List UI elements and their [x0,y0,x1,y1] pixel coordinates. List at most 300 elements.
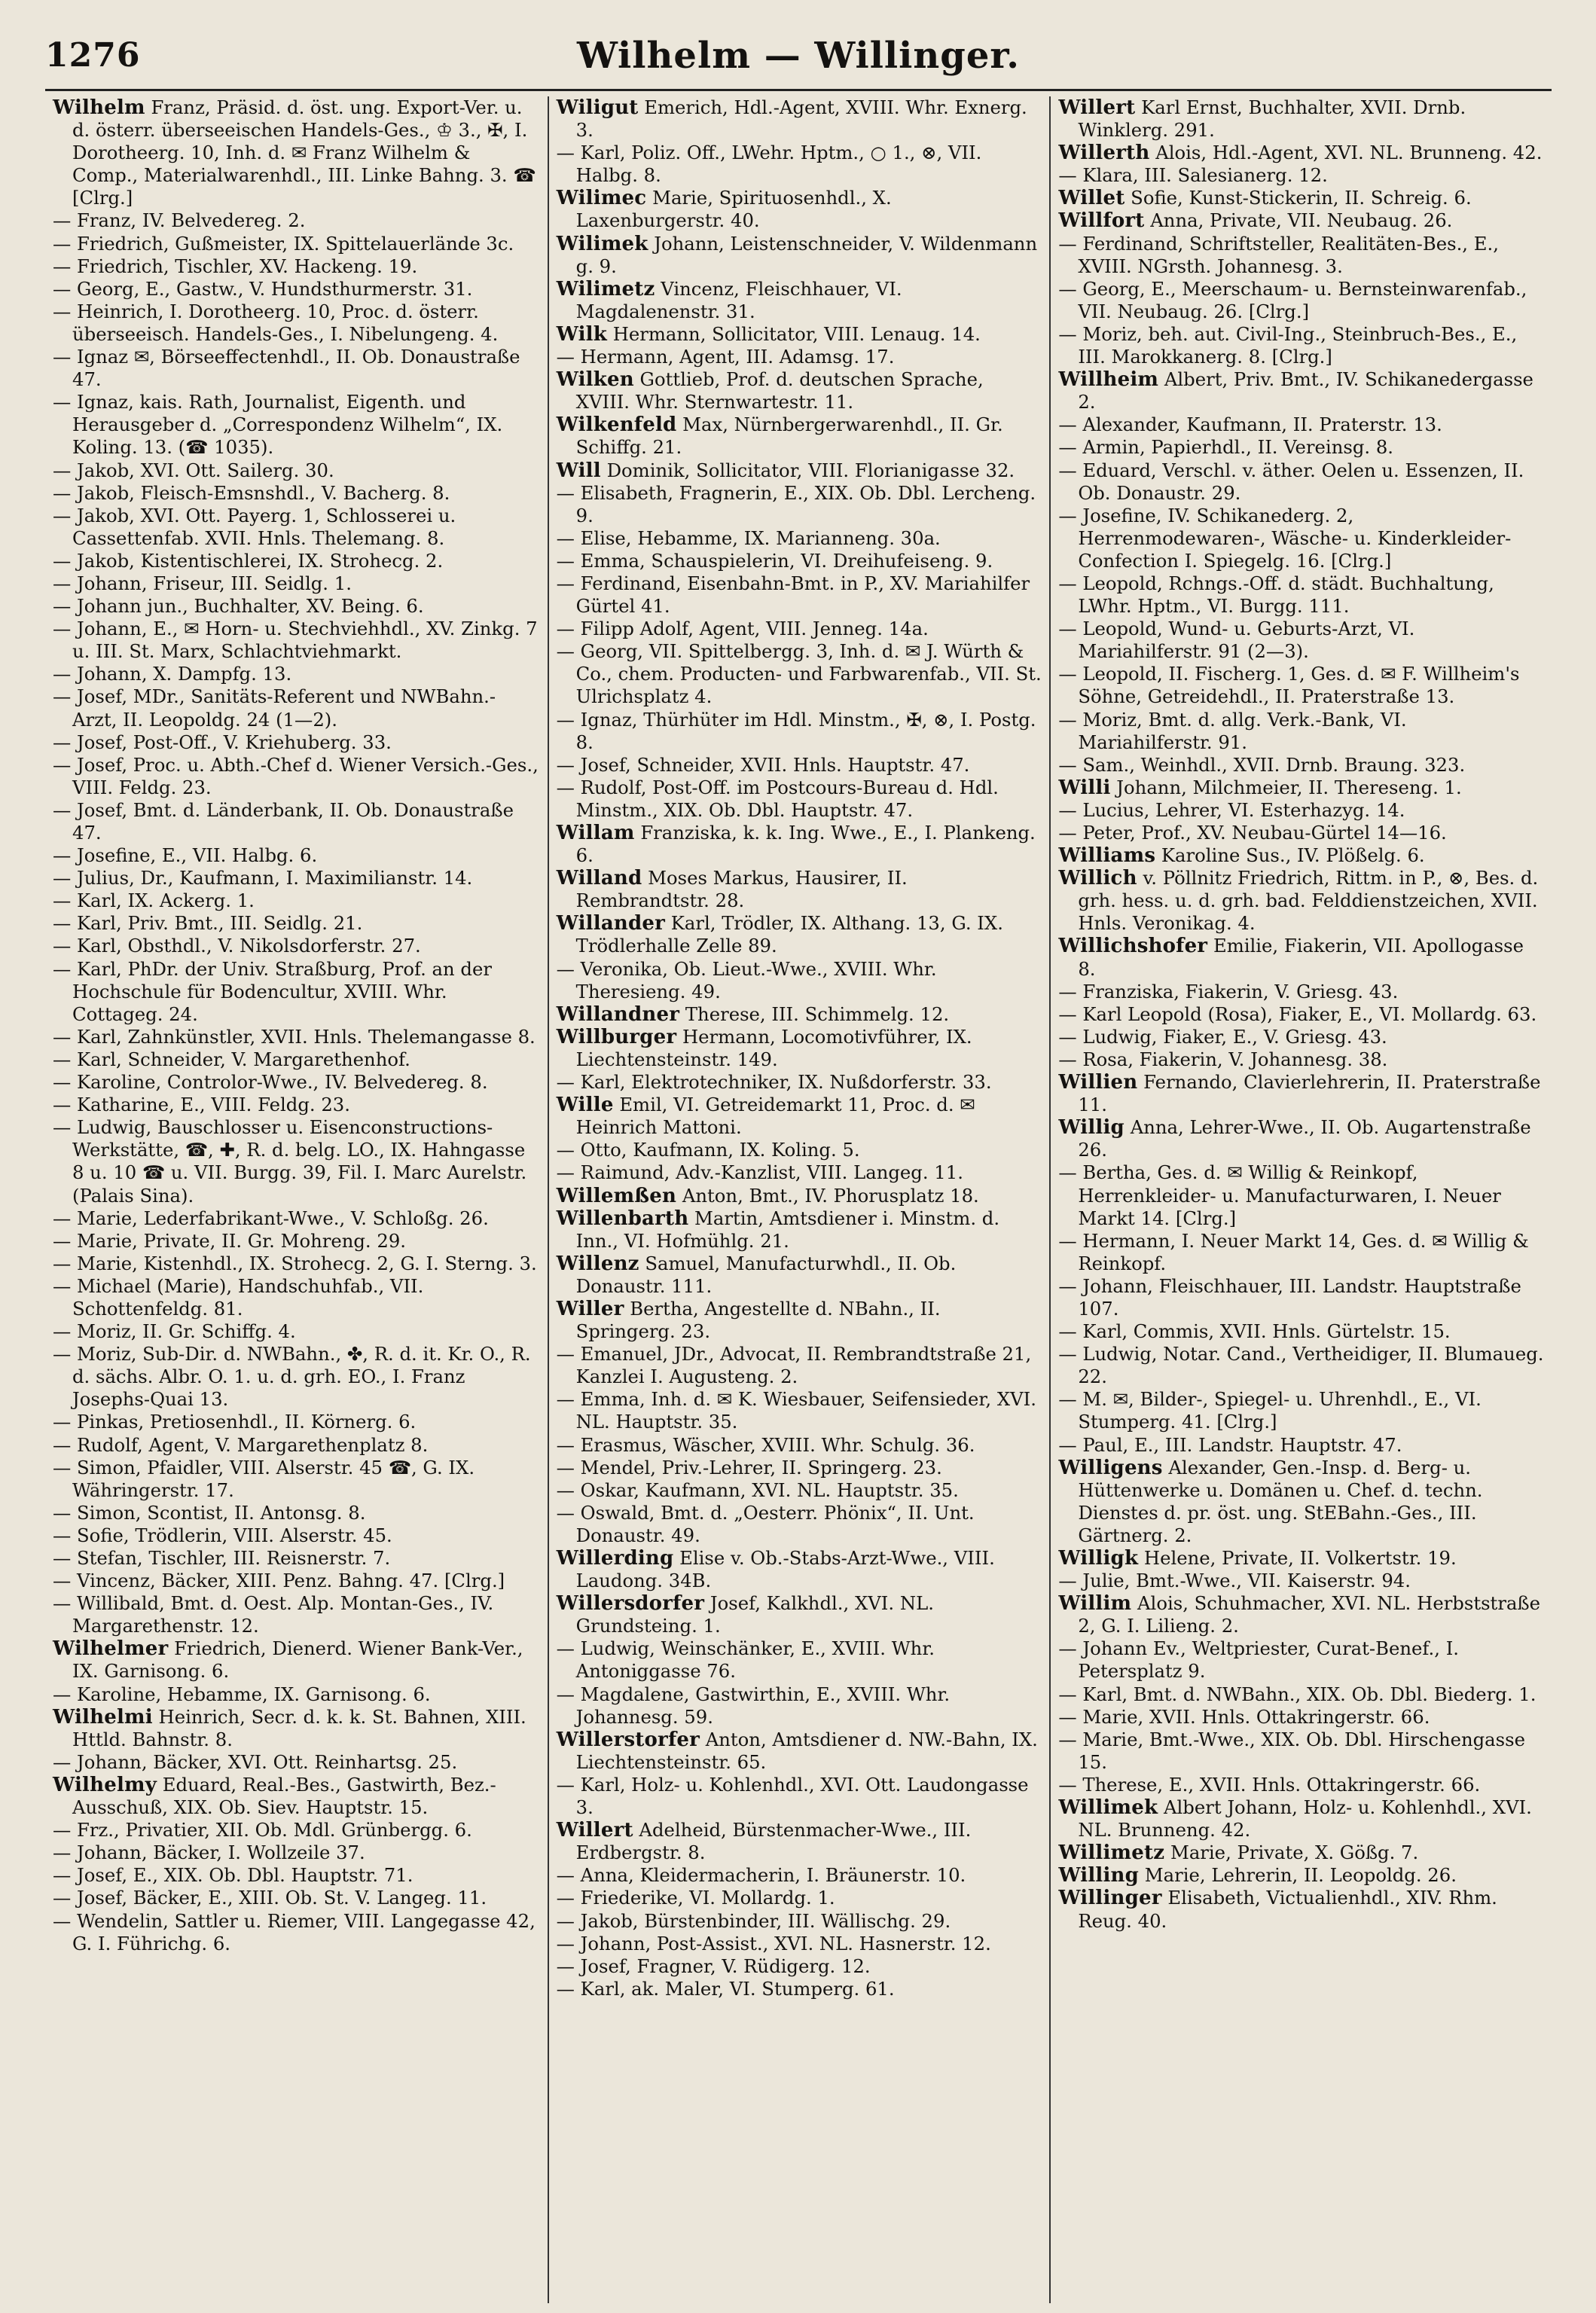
directory-entry [53,391,540,459]
entry-text: — Franziska, Fiakerin, V. Griesg. 43. [1058,980,1399,1002]
entry-text: — Otto, Kaufmann, IX. Koling. 5. [556,1139,860,1161]
entry-surname: Willerding [556,1547,674,1570]
directory-entry [556,640,1048,708]
entry-text: — Julius, Dr., Kaufmann, I. Maximilianstr. 14. [53,867,473,889]
directory-entry [1058,1864,1544,1887]
entry-text: — Sam., Weinhdl., XVII. Drnb. Braung. 323. [1058,753,1466,776]
entry-text: Albert, Priv. Bmt., IV. Schikanedergasse 2. [1078,368,1540,413]
directory-entry [557,459,1042,482]
entry-text: Franziska, k. k. Ing. Wwe., E., I. Plankeng. 6. [575,822,1042,867]
directory-entry [53,209,540,232]
directory-entry [53,301,540,346]
directory-entry [557,1637,1042,1683]
entry-text: — Anna, Kleidermacherin, I. Bräunerstr. 10. [556,1864,966,1887]
entry-surname: Wille [556,1094,614,1117]
entry-text: Sofie, Kunst-Stickerin, II. Schreig. 6. [1131,187,1472,209]
entry-text: Elise v. Ob.-Stabs-Arzt-Wwe., VIII. Laudong. 34B. [575,1547,1001,1592]
directory-entry [53,1071,540,1094]
directory-entry [1058,799,1544,822]
directory-entry [53,618,544,663]
entry-text: — Jakob, Bürstenbinder, III. Wällischg. 29. [556,1909,951,1932]
directory-entry [557,1343,1042,1388]
entry-text: — Oswald, Bmt. d. „Oesterr. Phönix“, II. Unt. Donaustr. 49. [556,1501,981,1546]
entry-text: — Rosa, Fiakerin, V. Johannesg. 38. [1058,1048,1388,1070]
directory-entry [1058,572,1544,618]
entry-surname: Willet [1058,187,1125,210]
directory-entry [1058,96,1544,142]
directory-entry [557,527,1042,550]
entry-text: v. Pöllnitz Friedrich, Rittm. in P., ⊗, Bes. d. grh. hess. u. d. grh. bad. Felddienstzeichen, XVII. Hnls. Veronikag. 4. [1078,867,1545,935]
directory-entry [557,1864,1042,1887]
entry-text: — Pinkas, Pretiosenhdl., II. Körnerg. 6. [53,1411,417,1433]
entry-surname: Willing [1058,1864,1140,1887]
directory-entry [557,1774,1042,1819]
entry-text: — Moriz, II. Gr. Schiffg. 4. [53,1320,296,1343]
entry-text: Johann, Leistenschneider, V. Wildenmann g. 9. [575,232,1043,277]
directory-entry [1058,1343,1550,1388]
directory-entry [1058,1161,1544,1229]
entry-text: — Friedrich, Gußmeister, IX. Spittelauerlände 3c. [53,232,514,255]
directory-entry [557,1502,1042,1547]
entry-text: Alois, Hdl.-Agent, XVI. NL. Brunneng. 42. [1155,142,1543,164]
directory-entry [557,822,1042,867]
entry-text: — Michael (Marie), Handschuhfab., VII. Schottenfeldg. 81. [53,1274,430,1320]
entry-surname: Willig [1058,1116,1125,1140]
directory-entry [1058,844,1544,867]
entry-text: — Bertha, Ges. d. ✉ Willig & Reinkopf, Herrenkleider- u. Manufacturwaren, I. Neuer Markt 14. [Clrg.] [1058,1161,1507,1229]
entry-text: Alexander, Gen.-Insp. d. Berg- u. Hüttenwerke u. Domänen u. Chef. d. techn. Dienstes d. pr. öst. ung. StEBahn.-Ges., III. Gärtnerg. 2. [1078,1456,1489,1546]
entry-surname: Willi [1058,776,1111,799]
directory-entry [53,1230,540,1253]
entry-surname: Willim [1058,1592,1132,1616]
entry-text: Hermann, Sollicitator, VIII. Lenaug. 14. [612,322,981,345]
entry-text: Alois, Schuhmacher, XVI. NL. Herbststraße 2, G. I. Lilieng. 2. [1078,1592,1546,1637]
entry-text: — Therese, E., XVII. Hnls. Ottakringerstr. 66. [1058,1773,1481,1796]
entry-text: — Josef, Proc. u. Abth.-Chef d. Wiener Versich.-Ges., VIII. Feldg. 23. [53,753,545,798]
entry-text: — Leopold, Rchngs.-Off. d. städt. Buchhaltung, LWhr. Hptm., VI. Burgg. 111. [1058,572,1500,618]
entry-text: Moses Markus, Hausirer, II. Rembrandtstr. 28. [575,867,914,912]
entry-surname: Willert [1058,96,1136,119]
entry-surname: Willinger [1058,1887,1162,1910]
entry-text: — Josef, Fragner, V. Rüdigerg. 12. [556,1954,871,1977]
directory-entry [1058,209,1544,232]
entry-surname: Willich [1058,867,1137,890]
directory-entry [1058,1320,1544,1343]
entry-text: — Karl, Bmt. d. NWBahn., XIX. Ob. Dbl. Biederg. 1. [1058,1683,1536,1705]
directory-entry [557,1910,1042,1933]
entry-text: Karl Ernst, Buchhalter, XVII. Drnb. Winklerg. 291. [1078,96,1472,142]
directory-entry [1058,1071,1547,1116]
entry-surname: Willien [1058,1071,1138,1094]
directory-entry [557,1003,1042,1026]
entry-text: Adelheid, Bürstenmacher-Wwe., III. Erdbergstr. 8. [575,1819,978,1864]
entry-surname: Willichshofer [1058,935,1208,958]
entry-text: — Moriz, beh. aut. Civil-Ing., Steinbruch-Bes., E., III. Marokkanerg. 8. [Clrg.] [1058,322,1523,368]
entry-text: — Ferdinand, Eisenbahn-Bmt. in P., XV. Mariahilfer Gürtel 41. [556,572,1036,618]
entry-text: — Josef, Bäcker, E., XIII. Ob. St. V. Langeg. 11. [53,1887,487,1909]
entry-surname: Willimetz [1058,1842,1165,1865]
entry-surname: Wilken [556,368,634,392]
entry-surname: Wilhelmi [53,1705,153,1729]
entry-text: — Mendel, Priv.-Lehrer, II. Springerg. 23. [556,1456,942,1478]
entry-text: — Karl, PhDr. der Univ. Straßburg, Prof. an der Hochschule für Bodencultur, XVIII. Whr. Cottageg. 24. [53,957,498,1025]
directory-entry [53,685,540,731]
entry-text: Fernando, Clavierlehrerin, II. Praterstraße 11. [1078,1071,1547,1116]
directory-entry [1058,1230,1544,1275]
entry-text: — Karl, Holz- u. Kohlenhdl., XVI. Ott. Laudongasse 3. [556,1773,1035,1819]
page-number: 1276 [45,36,141,75]
directory-entry [53,1457,540,1502]
entry-text: — Wendelin, Sattler u. Riemer, VIII. Langegasse 42, G. I. Führichg. 6. [53,1909,542,1954]
directory-entry [1058,663,1544,708]
entry-text: — Marie, Private, II. Gr. Mohreng. 29. [53,1229,407,1252]
entry-text: Albert Johann, Holz- u. Kohlenhdl., XVI. NL. Brunneng. 42. [1078,1796,1538,1842]
directory-entry [1058,709,1544,754]
entry-text: Karoline Sus., IV. Plößelg. 6. [1161,844,1425,867]
entry-surname: Williams [1058,844,1156,868]
directory-entry [53,459,540,482]
entry-text: — Ludwig, Weinschänker, E., XVIII. Whr. Antoniggasse 76. [556,1637,941,1683]
entry-text: — Julie, Bmt.-Wwe., VII. Kaiserstr. 94. [1058,1570,1411,1592]
entry-text: — Alexander, Kaufmann, II. Praterstr. 13. [1058,413,1442,436]
entry-text: Martin, Amtsdiener i. Minstm. d. Inn., VI. Hofmühlg. 21. [575,1207,1006,1252]
directory-entry [1058,1683,1544,1706]
entry-text: — Willibald, Bmt. d. Oest. Alp. Montan-Ges., IV. Margarethenstr. 12. [53,1592,499,1637]
directory-entry [53,1706,540,1751]
directory-entry [557,1683,1042,1729]
entry-surname: Willam [556,822,635,844]
directory-entry [557,482,1042,527]
entry-text: Bertha, Angestellte d. NBahn., II. Springerg. 23. [575,1297,947,1343]
entry-text: — Hermann, Agent, III. Adamsg. 17. [556,346,895,368]
directory-entry [53,1524,540,1547]
entry-text: — Oskar, Kaufmann, XVI. NL. Hauptstr. 35. [556,1478,959,1501]
directory-entry [53,1320,540,1343]
entry-surname: Willandner [556,1002,680,1026]
entry-text: Elisabeth, Victualienhdl., XIV. Rhm. Reug. 40. [1078,1887,1503,1932]
entry-surname: Will [556,459,601,482]
entry-text: Marie, Spirituosenhdl., X. Laxenburgerstr. 40. [575,187,898,232]
entry-text: — Armin, Papierhdl., II. Vereinsg. 8. [1058,436,1393,459]
directory-entry [557,777,1042,822]
entry-surname: Willimek [1058,1796,1158,1820]
directory-entry [53,346,540,391]
directory-entry [53,912,540,935]
directory-entry [557,1094,1042,1139]
entry-text: Friedrich, Dienerd. Wiener Bank-Ver., IX. Garnisong. 6. [72,1637,529,1683]
directory-entry [53,731,540,754]
directory-entry [557,912,1042,957]
entry-surname: Willander [556,912,665,935]
entry-surname: Wilimetz [556,277,655,301]
directory-entry [1058,1048,1544,1071]
entry-surname: Willigens [1058,1456,1163,1479]
column-2 [548,96,1050,2303]
entry-text: Max, Nürnbergerwarenhdl., II. Gr. Schiffg. 21. [575,413,1009,459]
entry-text: — Emanuel, JDr., Advocat, II. Rembrandtstraße 21, Kanzlei I. Augusteng. 2. [556,1343,1037,1388]
entry-text: — Sofie, Trödlerin, VIII. Alserstr. 45. [53,1524,392,1546]
directory-entry [1058,187,1544,209]
entry-text: Gottlieb, Prof. d. deutschen Sprache, XVIII. Whr. Sternwartestr. 11. [575,368,990,413]
entry-text: Franz, Präsid. d. öst. ung. Export-Ver. u. d. österr. überseeischen Handels-Ges., ♔ 3., ✠, I. Dorotheerg. 10, Inh. d. ✉ Franz Wilhelm & Comp., Materialwarenhdl., III. Linke Bahng. 3. ☎ [Clrg.] [72,96,542,209]
entry-text: Hermann, Locomotivführer, IX. Liechtensteinstr. 149. [575,1025,978,1070]
entry-text: Helene, Private, II. Volkertstr. 19. [1143,1547,1457,1569]
entry-text: — Marie, XVII. Hnls. Ottakringerstr. 66. [1058,1705,1430,1728]
entry-text: — Magdalene, Gastwirthin, E., XVIII. Whr. Johannesg. 59. [556,1683,956,1728]
directory-entry [1058,754,1544,777]
entry-text: Heinrich, Secr. d. k. k. St. Bahnen, XIII. Httld. Bahnstr. 8. [72,1705,533,1750]
entry-text: — Ignaz ✉, Börseeffectenhdl., II. Ob. Donaustraße 47. [53,346,526,391]
entry-text: — Moriz, Bmt. d. allg. Verk.-Bank, VI. Mariahilferstr. 91. [1058,708,1413,753]
entry-text: — Marie, Kistenhdl., IX. Strohecg. 2, G. I. Sterng. 3. [53,1252,537,1274]
entry-surname: Willert [556,1819,633,1842]
directory-entry [1058,981,1544,1003]
column-3 [1049,96,1552,2303]
directory-entry [1058,278,1544,323]
directory-entry [1058,1592,1544,1637]
directory-entry [53,844,540,867]
entry-text: — Elisabeth, Fragnerin, E., XIX. Ob. Dbl. Lercheng. 9. [556,481,1042,526]
directory-entry [557,233,1042,278]
directory-entry [557,1161,1042,1184]
directory-entry [1058,1570,1544,1592]
directory-entry [53,1502,540,1524]
entry-text: Marie, Private, X. Gößg. 7. [1170,1842,1419,1864]
entry-text: — Josef, MDr., Sanitäts-Referent und NWBahn.-Arzt, II. Leopoldg. 24 (1—2). [53,685,496,731]
directory-entry [53,753,545,799]
entry-text: Vincenz, Fleischhauer, VI. Magdalenenstr. 31. [575,277,908,322]
entry-text: Josef, Kalkhdl., XVI. NL. Grundsteing. 1. [575,1592,940,1637]
entry-text: — Karl, Obsthdl., V. Nikolsdorferstr. 27. [53,935,421,957]
directory-entry [1058,618,1544,663]
entry-text: — Emma, Schauspielerin, VI. Dreihufeiseng. 9. [556,549,993,572]
entry-text: — Friederike, VI. Mollardg. 1. [556,1887,835,1909]
entry-text: — Rudolf, Agent, V. Margarethenplatz 8. [53,1433,429,1456]
entry-text: — Peter, Prof., XV. Neubau-Gürtel 14—16. [1058,822,1447,844]
entry-text: Emerich, Hdl.-Agent, XVIII. Whr. Exnerg. 3. [575,96,1033,142]
entry-text: — Raimund, Adv.-Kanzlist, VIII. Langeg. 11. [556,1161,963,1184]
directory-entry [53,663,540,685]
directory-entry [557,1978,1042,2000]
directory-entry [557,1729,1042,1774]
entry-text: — Josefine, E., VII. Halbg. 6. [53,844,318,867]
entry-surname: Willenz [556,1252,639,1275]
entry-text: — Paul, E., III. Landstr. Hauptstr. 47. [1058,1433,1402,1456]
entry-text: — Leopold, Wund- u. Geburts-Arzt, VI. Mariahilferstr. 91 (2—3). [1058,618,1421,663]
directory-entry [53,1207,540,1230]
directory-entry [557,278,1042,323]
entry-text: — Karl, ak. Maler, VI. Stumperg. 61. [556,1977,895,2000]
entry-text: Emil, VI. Getreidemarkt 11, Proc. d. ✉ Heinrich Mattoni. [575,1094,981,1139]
entry-text: — Jakob, Kistentischlerei, IX. Strohecg. 2. [53,549,444,572]
directory-entry [557,572,1042,618]
directory-entry [53,799,540,844]
directory-entry [557,1479,1042,1502]
directory-entry [1058,1547,1544,1570]
directory-entry [557,1457,1042,1479]
directory-entry [53,1864,540,1887]
entry-text: — Marie, Bmt.-Wwe., XIX. Ob. Dbl. Hirschengasse 15. [1058,1728,1531,1773]
entry-surname: Willerstorfer [556,1728,700,1751]
entry-text: Therese, III. Schimmelg. 12. [685,1002,950,1025]
directory-entry [53,1434,540,1457]
directory-entry [557,550,1042,572]
entry-text: — Karl, Poliz. Off., LWehr. Hptm., ○ 1., ⊗, VII. Halbg. 8. [556,142,988,187]
directory-entry [557,618,1042,640]
entry-text: — Georg, E., Meerschaum- u. Bernsteinwarenfab., VII. Neubaug. 26. [Clrg.] [1058,277,1533,322]
directory-entry [53,1842,540,1864]
directory-entry [53,1819,540,1842]
entry-surname: Willfort [1058,209,1145,233]
entry-text: — Simon, Scontist, II. Antonsg. 8. [53,1501,366,1524]
entry-text: — Jakob, Fleisch-Emsnshdl., V. Bacherg. 8. [53,481,450,504]
directory-entry [1058,413,1544,436]
directory-entry [557,346,1042,368]
directory-entry [53,935,540,957]
entry-text: — Ferdinand, Schriftsteller, Realitäten-Bes., E., XVIII. NGrsth. Johannesg. 3. [1058,232,1505,277]
column-1 [45,96,548,2303]
directory-entry [1058,1637,1544,1683]
entry-text: — Josefine, IV. Schikanederg. 2, Herrenmodewaren-, Wäsche- u. Kinderkleider-Confection I. Spiegelg. 16. [Clrg.] [1058,504,1512,572]
entry-text: — Ludwig, Notar. Cand., Vertheidiger, II. Blumaueg. 22. [1058,1343,1550,1388]
directory-entry [557,368,1042,413]
directory-entry [557,867,1042,912]
entry-surname: Wilk [556,322,607,346]
entry-surname: Willemßen [556,1184,677,1207]
directory-entry [1058,822,1544,844]
entry-text: — Moriz, Sub-Dir. d. NWBahn., ✤, R. d. it. Kr. O., R. d. sächs. Albr. O. 1. u. d. grh. EO., I. Franz Josephs-Quai 13. [53,1343,537,1411]
entry-text: — Josef, Schneider, XVII. Hnls. Hauptstr. 47. [556,753,970,776]
entry-text: — Karl, Elektrotechniker, IX. Nußdorferstr. 33. [556,1071,992,1094]
directory-entry [53,595,540,618]
directory-entry [53,482,540,505]
entry-text: Marie, Lehrerin, II. Leopoldg. 26. [1144,1864,1457,1887]
entry-surname: Wilhelmer [53,1637,169,1661]
directory-entry [53,505,540,550]
entry-text: Dominik, Sollicitator, VIII. Florianigasse 32. [606,459,1015,481]
directory-entry [53,1116,540,1207]
directory-entry [53,1275,540,1320]
directory-entry [1058,1887,1544,1932]
entry-surname: Willheim [1058,368,1159,392]
entry-text: — Karl, Commis, XVII. Hnls. Gürtelstr. 15. [1058,1320,1451,1343]
entry-text: — Karoline, Hebamme, IX. Garnisong. 6. [53,1683,431,1705]
entry-text: — Stefan, Tischler, III. Reisnerstr. 7. [53,1547,391,1569]
directory-entry [557,96,1042,142]
directory-entry [557,1253,1042,1298]
directory-entry [557,1819,1042,1864]
entry-surname: Willerth [1058,142,1150,165]
entry-text: — Klara, III. Salesianerg. 12. [1058,164,1328,187]
directory-entry [1058,1774,1544,1796]
directory-entry [1058,459,1544,505]
entry-text: — Friedrich, Tischler, XV. Hackeng. 19. [53,255,418,277]
directory-entry [53,1048,540,1071]
header-rule [45,89,1552,91]
directory-entry [1058,935,1544,980]
directory-entry [557,1026,1042,1071]
entry-text: — Lucius, Lehrer, VI. Esterhazyg. 14. [1058,798,1405,821]
entry-text: Samuel, Manufacturwhdl., II. Ob. Donaustr. 111. [575,1252,963,1297]
directory-entry [557,142,1042,187]
entry-text: — Karl Leopold (Rosa), Fiaker, E., VI. Mollardg. 63. [1058,1002,1537,1025]
entry-text: — Karl, Priv. Bmt., III. Seidlg. 21. [53,912,363,935]
directory-entry [1058,1003,1544,1026]
entry-text: — Franz, IV. Belvedereg. 2. [53,209,306,232]
entry-text: — Karl, Schneider, V. Margarethenhof. [53,1048,410,1070]
entry-text: — Katharine, E., VIII. Feldg. 23. [53,1094,350,1116]
directory-entry [557,709,1042,754]
directory-entry [557,1298,1042,1343]
entry-text: — Eduard, Verschl. v. äther. Oelen u. Essenzen, II. Ob. Donaustr. 29. [1058,459,1530,504]
entry-text: — Heinrich, I. Dorotheerg. 10, Proc. d. österr. überseeisch. Handels-Ges., I. Nibelungeng. 4. [53,300,499,345]
entry-text: — Ludwig, Bauschlosser u. Eisenconstructions-Werkstätte, ☎, ✚, R. d. belg. LO., IX. Hahngasse 8 u. 10 ☎ u. VII. Burgg. 39, Fil. I. Marc Aurelstr. (Palais Sina). [53,1116,533,1207]
entry-text: — Hermann, I. Neuer Markt 14, Ges. d. ✉ Willig & Reinkopf. [1058,1229,1535,1274]
entry-text: — Johann, Bäcker, XVI. Ott. Reinhartsg. 25. [53,1750,458,1773]
directory-entry [53,572,540,595]
entry-text: — Johann, Friseur, III. Seidlg. 1. [53,572,352,594]
directory-entry [53,1547,540,1570]
directory-entry [1058,1729,1544,1774]
entry-text: — Ludwig, Fiaker, E., V. Griesg. 43. [1058,1025,1387,1048]
directory-entry [53,1592,540,1637]
entry-text: — Johann, Post-Assist., XVI. NL. Hasnerstr. 12. [556,1932,991,1954]
directory-entry [1058,1796,1544,1842]
entry-text: — Georg, VII. Spittelbergg. 3, Inh. d. ✉ J. Würth & Co., chem. Producten- und Farbwarenfab., VII. St. Ulrichsplatz 4. [556,640,1048,708]
directory-entry [53,1887,540,1909]
entry-text: — Erasmus, Wäscher, XVIII. Whr. Schulg. 36. [556,1433,975,1456]
directory-entry [1058,1434,1544,1457]
directory-entry [1058,505,1544,572]
entry-text: — Jakob, XVI. Ott. Sailerg. 30. [53,459,334,481]
directory-entry [557,413,1042,459]
directory-entry [557,1185,1042,1207]
entry-text: — Johann Ev., Weltpriester, Curat-Benef., I. Petersplatz 9. [1058,1637,1465,1683]
directory-entry [1058,1706,1544,1729]
entry-surname: Wilhelm [53,96,145,119]
entry-surname: Wilimek [556,232,648,255]
directory-entry [1058,1116,1544,1161]
directory-entry [1058,436,1544,459]
entry-text: — Filipp Adolf, Agent, VIII. Jenneg. 14a. [556,618,929,640]
entry-surname: Wilkenfeld [556,413,677,437]
directory-entry [53,1751,540,1774]
entry-text: Anna, Private, VII. Neubaug. 26. [1150,209,1453,232]
directory-entry [53,1910,540,1955]
directory-entry [53,233,540,255]
directory-entry [557,323,1042,346]
entry-text: — Johann, Bäcker, I. Wollzeile 37. [53,1842,365,1864]
directory-entry [1058,1842,1544,1864]
entry-surname: Willenbarth [556,1207,689,1230]
directory-entry [53,255,540,278]
directory-columns [45,96,1552,2303]
directory-entry [1058,1388,1544,1433]
directory-entry [53,1683,540,1706]
entry-text: — Johann, X. Dampfg. 13. [53,663,292,685]
directory-entry [557,187,1042,232]
directory-entry [557,1955,1042,1978]
entry-text: — Ignaz, Thürhüter im Hdl. Minstm., ✠, ⊗, I. Postg. 8. [556,708,1042,753]
directory-entry [557,1547,1042,1592]
directory-entry [53,867,540,889]
entry-text: — Josef, E., XIX. Ob. Dbl. Hauptstr. 71. [53,1864,413,1887]
entry-text: — Simon, Pfaidler, VIII. Alserstr. 45 ☎, G. IX. Währingerstr. 17. [53,1456,481,1501]
entry-text: — Johann, E., ✉ Horn- u. Stechviehhdl., XV. Zinkg. 7 u. III. St. Marx, Schlachtviehmarkt. [53,618,544,663]
directory-entry [557,958,1042,1003]
directory-entry [1058,164,1544,187]
directory-entry [1058,1457,1544,1547]
